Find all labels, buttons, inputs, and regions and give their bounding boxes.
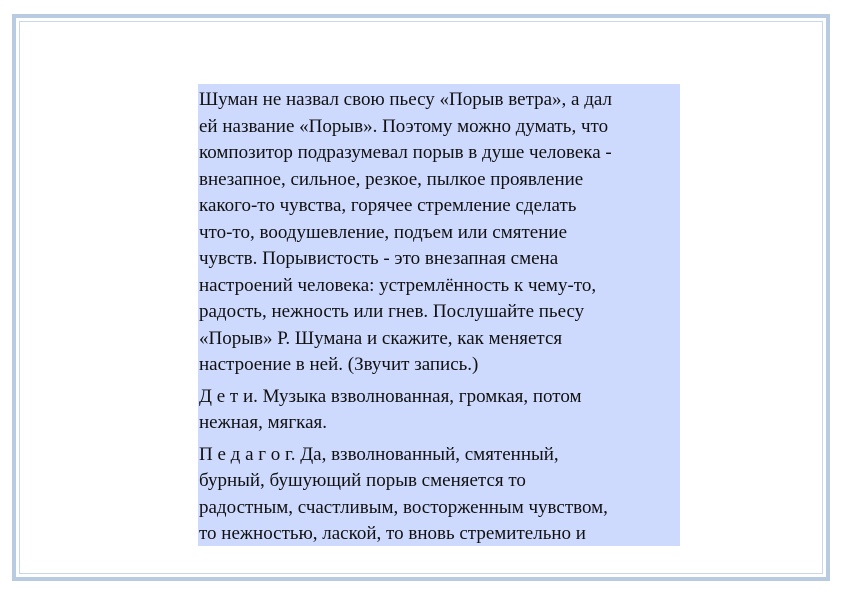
paragraph-children (199, 384, 680, 437)
text-line: Д е т и. Музыка взволнованная, громкая, потом (199, 385, 582, 407)
text-line: бурный, бушующий порыв сменяется то (199, 470, 526, 491)
text-line: нежная, мягкая. (199, 412, 327, 433)
highlighted-text-box (198, 84, 680, 546)
text-line: чувств. Порывистость - это внезапная смена (199, 248, 559, 269)
text-line: настроение в ней. (Звучит запись.) (199, 354, 479, 375)
text-line: «Порыв» Р. Шумана и скажите, как меняется (199, 327, 563, 349)
text-line: настроений человека: устремлённость к чему-то, (199, 274, 597, 296)
text-line: что-то, воодушевление, подъем или смятение (199, 221, 568, 243)
text-line: радостным, счастливым, восторженным чувством, (199, 496, 608, 518)
text-line: то нежностью, лаской, то вновь стремительно и (199, 523, 586, 544)
text-line: композитор подразумевал порыв в душе человека - (199, 142, 612, 163)
text-line: П е д а г о г. Да, взволнованный, смятенный, (199, 443, 559, 465)
text-line: внезапное, сильное, резкое, пылкое проявление (199, 168, 584, 190)
paragraph-narration (199, 87, 680, 379)
text-line: радость, нежность или гнев. Послушайте пьесу (199, 301, 585, 322)
text-line: ей название «Порыв». Поэтому можно думать, что (199, 115, 609, 137)
paragraph-teacher (199, 442, 680, 547)
text-line: какого-то чувства, горячее стремление сделать (199, 195, 577, 216)
text-line: Шуман не назвал свою пьесу «Порыв ветра», а дал (199, 89, 612, 110)
